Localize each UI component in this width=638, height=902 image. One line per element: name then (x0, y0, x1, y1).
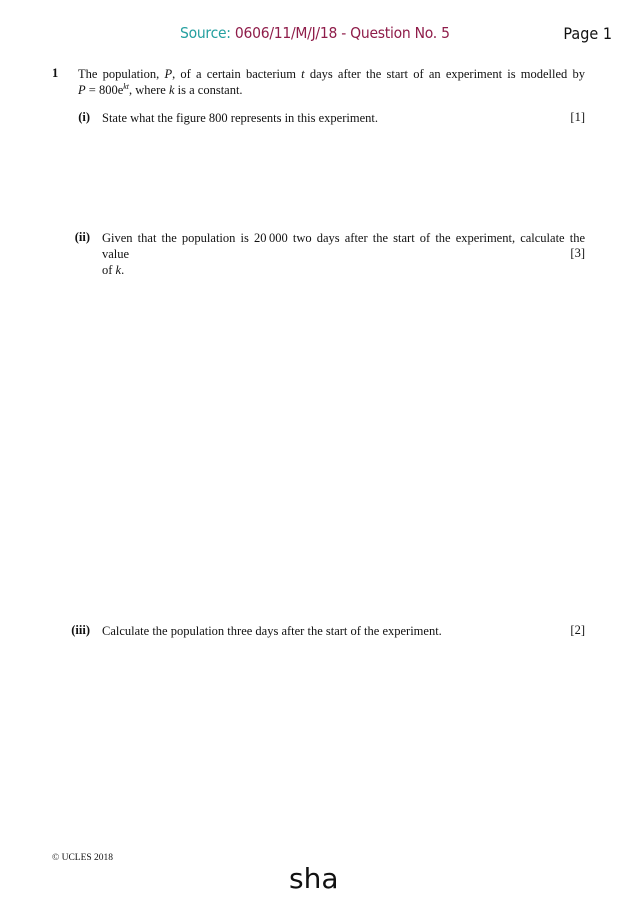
part-ii-marks: [3] (570, 246, 585, 260)
part-i-marks: [1] (570, 110, 585, 124)
footer-watermark: sha (289, 862, 339, 895)
part-ii-text-line-1: Given that the population is 20 000 two days after the start of the experiment, calculate the value (102, 231, 585, 261)
question-number: 1 (52, 66, 59, 80)
part-i-text: State what the figure 800 represents in this experiment. (102, 111, 378, 125)
part-ii-label: (ii) (74, 230, 90, 244)
part-iii-label: (iii) (71, 623, 90, 637)
part-iii-marks: [2] (570, 623, 585, 637)
source-reference (180, 24, 450, 42)
source-code: 0606/11/M/J/18 - Question No. 5 (234, 24, 450, 42)
part-i-label: (i) (78, 110, 90, 124)
part-ii-text-line-2: of k. (102, 263, 125, 277)
copyright-notice: © UCLES 2018 (52, 853, 114, 863)
part-iii-text: Calculate the population three days after the start of the experiment. (102, 624, 442, 638)
source-label: Source: (180, 24, 231, 42)
part-ii-text (102, 230, 585, 278)
page-number: Page 1 (563, 24, 612, 43)
question-stem-line-2: $P = 800e^{kt}$, where k is a constant. (78, 82, 243, 97)
page-header (0, 24, 638, 48)
question-stem-line-1: The population, P, of a certain bacterium t days after the start of an experiment is modelled by (78, 67, 585, 81)
question-stem (78, 66, 585, 98)
